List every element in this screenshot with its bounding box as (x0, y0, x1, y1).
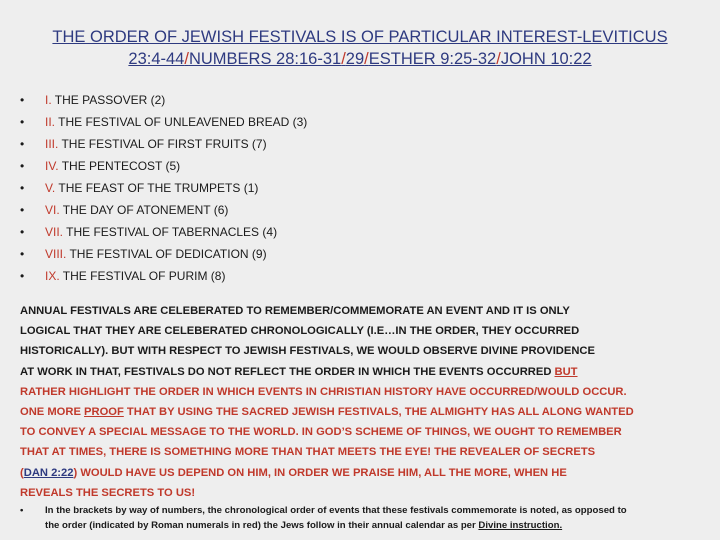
title-text-1: THE ORDER OF JEWISH FESTIVALS IS OF PARTICULAR INTEREST-LEVITICUS (52, 28, 668, 46)
festival-name: THE FESTIVAL OF PURIM (8) (59, 269, 226, 283)
festival-name: THE FESTIVAL OF FIRST FRUITS (7) (58, 137, 267, 151)
paragraph-line: LOGICAL THAT THEY ARE CELEBERATED CHRONOLOGICALLY (I.E…IN THE ORDER, THEY OCCURRED (20, 325, 580, 338)
title-ref-john: JOHN 10:22 (500, 50, 592, 68)
festival-name: THE PENTECOST (5) (58, 159, 181, 173)
festival-item (20, 243, 307, 265)
paragraph-line: ANNUAL FESTIVALS ARE CELEBERATED TO REMEMBER/COMMEMORATE AN EVENT AND IT IS ONLY (20, 305, 570, 317)
festival-name: THE FESTIVAL OF DEDICATION (9) (66, 247, 267, 261)
footnote-emphasis: Divine instruction. (478, 520, 563, 531)
title-separator: / (184, 50, 189, 68)
paragraph-text: THAT BY USING THE SACRED JEWISH FESTIVALS, THE ALMIGHTY HAS ALL ALONG WANTED (123, 406, 634, 419)
title-ref-esther: ESTHER 9:25-32 (368, 50, 497, 68)
bullet-icon: • (20, 93, 25, 107)
festival-item (20, 221, 307, 243)
paragraph-line: REVEALS THE SECRETS TO US! (20, 486, 196, 499)
paragraph-text: ONE MORE (20, 406, 85, 419)
festival-item (20, 89, 307, 111)
bullet-icon: • (20, 247, 25, 261)
title-ref-numbers: NUMBERS 28:16-31 (188, 50, 342, 68)
festival-numeral: VI. (45, 203, 60, 217)
title-separator: / (364, 50, 369, 68)
festival-list (20, 89, 307, 287)
festival-numeral: II. (45, 115, 56, 129)
title-ref-numbers-29: 29 (345, 50, 365, 68)
paragraph-line: THAT AT TIMES, THERE IS SOMETHING MORE THAN THAT MEETS THE EYE! THE REVEALER OF SECRETS (20, 446, 596, 459)
bullet-icon: • (20, 203, 25, 217)
bullet-icon: • (20, 137, 25, 151)
footnote (20, 503, 700, 533)
festival-numeral: VIII. (45, 247, 67, 261)
festival-name: THE PASSOVER (2) (51, 93, 166, 107)
bullet-icon: • (20, 225, 25, 239)
paragraph-text: AT WORK IN THAT, FESTIVALS DO NOT REFLECT THE ORDER IN WHICH THE EVENTS OCCURRED (20, 365, 555, 378)
footnote-line (45, 518, 700, 533)
title-separator: / (496, 50, 501, 68)
festival-item (20, 133, 307, 155)
footnote-text: the order (indicated by Roman numerals in red) the Jews follow in their annual calendar as per (45, 520, 479, 531)
paragraph-line (20, 463, 710, 483)
page-title (40, 26, 680, 70)
scripture-reference-dan: DAN 2:22 (23, 466, 74, 479)
emphasis-proof: PROOF (84, 406, 124, 419)
bullet-icon: • (20, 115, 25, 129)
festival-item (20, 155, 307, 177)
festival-name: THE DAY OF ATONEMENT (6) (59, 203, 229, 217)
festival-numeral: III. (45, 137, 59, 151)
festival-name: THE FESTIVAL OF TABERNACLES (4) (63, 225, 278, 239)
title-separator: / (341, 50, 346, 68)
festival-numeral: V. (45, 181, 56, 195)
paragraph-line: TO CONVEY A SPECIAL MESSAGE TO THE WORLD. IN GOD’S SCHEME OF THINGS, WE OUGHT TO REMEMBER (20, 426, 622, 439)
bullet-icon: • (20, 181, 25, 195)
festival-numeral: VII. (45, 225, 64, 239)
festival-item (20, 111, 307, 133)
bullet-icon: • (20, 159, 25, 173)
paragraph-line: HISTORICALLY). BUT WITH RESPECT TO JEWISH FESTIVALS, WE WOULD OBSERVE DIVINE PROVIDENCE (20, 345, 595, 358)
paragraph-line-highlight: RATHER HIGHLIGHT THE ORDER IN WHICH EVENTS IN CHRISTIAN HISTORY HAVE OCCURRED/WOULD OCCUR. (20, 385, 627, 398)
festival-item (20, 177, 307, 199)
festival-name: THE FEAST OF THE TRUMPETS (1) (55, 181, 259, 195)
festival-name: THE FESTIVAL OF UNLEAVENED BREAD (3) (55, 115, 308, 129)
paragraph-line (20, 402, 710, 422)
festival-numeral: I. (45, 93, 52, 107)
paragraph-text: ( (20, 466, 24, 479)
festival-numeral: IV. (45, 159, 59, 173)
paragraph-text: ) WOULD HAVE US DEPEND ON HIM, IN ORDER WE PRAISE HIM, ALL THE MORE, WHEN HE (73, 466, 567, 479)
bullet-icon: • (20, 269, 25, 283)
body-paragraph (20, 301, 710, 503)
bullet-icon: • (20, 505, 24, 516)
festival-numeral: IX. (45, 269, 60, 283)
emphasis-but: BUT (554, 365, 578, 378)
title-ref-leviticus: 23:4-44 (128, 50, 185, 68)
festival-item (20, 199, 307, 221)
festival-item (20, 265, 307, 287)
footnote-line: In the brackets by way of numbers, the chronological order of events that these festivals commemorate is noted, as opposed to (45, 505, 627, 516)
paragraph-line (20, 362, 710, 382)
